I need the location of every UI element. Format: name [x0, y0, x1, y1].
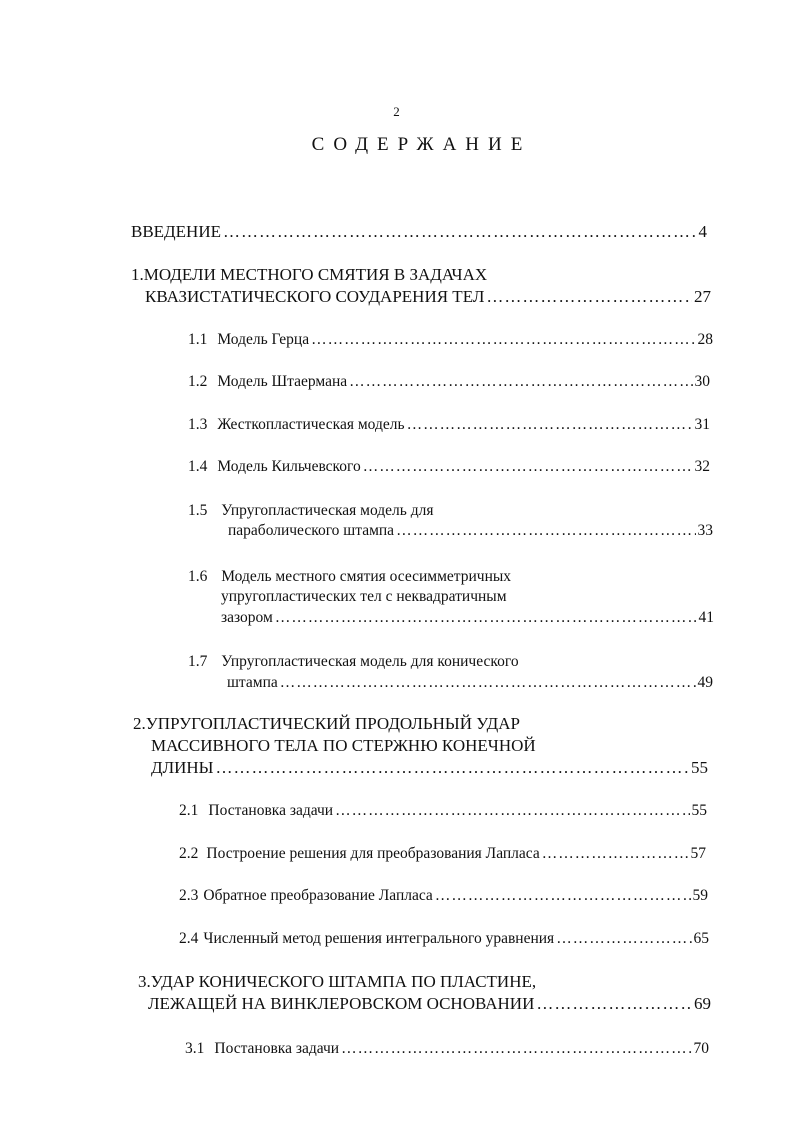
toc-section-1-5-line-1[interactable]: [188, 500, 433, 522]
dot-leader: [536, 993, 692, 1015]
toc-section-number: 3.1: [185, 1040, 205, 1057]
dot-leader: [407, 414, 693, 436]
toc-chapter-2-line-2[interactable]: МАССИВНОГО ТЕЛА ПО СТЕРЖНЮ КОНЕЧНОЙ: [151, 736, 536, 755]
toc-section-1-6-line-1[interactable]: [188, 566, 511, 588]
toc-section-number: 1.4: [188, 458, 208, 475]
toc-section-number: 1.2: [188, 373, 208, 390]
toc-section-2-4[interactable]: [179, 928, 709, 950]
toc-section-1-1[interactable]: [188, 329, 713, 351]
toc-section-number: 1.3: [188, 416, 208, 433]
toc-chapter-1-line-1[interactable]: 1.МОДЕЛИ МЕСТНОГО СМЯТИЯ В ЗАДАЧАХ: [131, 265, 488, 284]
toc-section-number: 2.4: [179, 930, 199, 947]
toc-entry-label: Численный метод решения интегрального уравнения: [203, 930, 555, 947]
toc-section-1-3[interactable]: [188, 414, 710, 436]
toc-entry-label: Обратное преобразование Лапласа: [203, 887, 433, 904]
dot-leader: [223, 221, 697, 243]
toc-entry-label: штампа: [227, 674, 278, 691]
toc-entry-label: Упругопластическая модель для: [221, 502, 434, 519]
toc-page-number: 30: [694, 373, 710, 390]
toc-section-number: 2.2: [179, 845, 199, 862]
toc-entry-label: ДЛИНЫ: [151, 758, 214, 777]
toc-page-number: 49: [697, 674, 713, 691]
toc-section-2-1[interactable]: [179, 800, 707, 822]
toc-section-number: 1.6: [188, 568, 208, 585]
dot-leader: [363, 456, 693, 478]
toc-section-1-2[interactable]: [188, 371, 710, 393]
toc-page-number: 32: [694, 458, 710, 475]
toc-entry-label: Построение решения для преобразования Лапласа: [206, 845, 540, 862]
toc-chapter-2-line-1[interactable]: 2.УПРУГОПЛАСТИЧЕСКИЙ ПРОДОЛЬНЫЙ УДАР: [133, 714, 520, 733]
page-number: 2: [393, 104, 400, 119]
toc-entry-label: параболического штампа: [228, 522, 395, 539]
dot-leader: [341, 1038, 691, 1060]
toc-section-number: 1.5: [188, 502, 208, 519]
dot-leader: [556, 928, 691, 950]
toc-entry-label: КВАЗИСТАТИЧЕСКОГО СОУДАРЕНИЯ ТЕЛ: [145, 287, 485, 306]
toc-chapter-1[interactable]: [145, 286, 711, 308]
toc-page-number: 31: [694, 416, 710, 433]
toc-page-number: 55: [691, 758, 708, 777]
toc-chapter-3-line-1[interactable]: 3.УДАР КОНИЧЕСКОГО ШТАМПА ПО ПЛАСТИНЕ,: [138, 972, 537, 991]
toc-section-3-1[interactable]: [185, 1038, 709, 1060]
toc-entry-label: Модель Штаермана: [217, 373, 348, 390]
toc-page-number: 69: [694, 994, 711, 1013]
toc-page-number: 4: [698, 222, 707, 241]
toc-page-number: 27: [694, 287, 711, 306]
toc-page-number: 57: [690, 845, 706, 862]
toc-page-number: 70: [693, 1040, 709, 1057]
toc-page-number: 55: [691, 802, 707, 819]
dot-leader: [542, 843, 689, 865]
toc-section-1-6-line-2[interactable]: упругопластических тел с неквадратичным: [221, 588, 507, 605]
dot-leader: [216, 757, 689, 779]
toc-section-2-3[interactable]: [179, 885, 708, 907]
toc-entry-intro[interactable]: [131, 221, 707, 243]
dot-leader: [396, 520, 695, 542]
toc-page-number: 28: [697, 331, 713, 348]
toc-entry-label: Модель Кильчевского: [217, 458, 361, 475]
dot-leader: [280, 672, 696, 694]
toc-entry-label: Постановка задачи: [208, 802, 334, 819]
toc-section-1-7-line-1[interactable]: [188, 651, 519, 673]
toc-entry-label: Модель Герца: [217, 331, 310, 348]
toc-page-number: 59: [692, 887, 708, 904]
toc-title: СОДЕРЖАНИЕ: [311, 134, 532, 155]
toc-page-number: 65: [693, 930, 709, 947]
toc-page-number: 41: [698, 609, 714, 626]
toc-section-1-4[interactable]: [188, 456, 710, 478]
toc-entry-label: зазором: [221, 609, 273, 626]
toc-entry-label: Жесткопластическая модель: [217, 416, 405, 433]
toc-section-2-2[interactable]: [179, 843, 706, 865]
toc-entry-label: Постановка задачи: [214, 1040, 340, 1057]
dot-leader: [486, 286, 692, 308]
dot-leader: [349, 371, 692, 393]
dot-leader: [335, 800, 689, 822]
toc-entry-label: ЛЕЖАЩЕЙ НА ВИНКЛЕРОВСКОМ ОСНОВАНИИ: [148, 994, 535, 1013]
dot-leader: [435, 885, 691, 907]
toc-section-number: 2.1: [179, 802, 199, 819]
toc-section-number: 1.7: [188, 653, 208, 670]
toc-entry-label: Упругопластическая модель для конического: [221, 653, 519, 670]
toc-section-1-7[interactable]: [227, 672, 713, 694]
toc-page-number: 33: [697, 522, 713, 539]
dot-leader: [275, 607, 697, 629]
toc-section-number: 2.3: [179, 887, 199, 904]
toc-entry-label: Модель местного смятия осесимметричных: [221, 568, 512, 585]
dot-leader: [311, 329, 695, 351]
toc-section-1-5[interactable]: [228, 520, 713, 542]
toc-section-1-6[interactable]: [221, 607, 714, 629]
toc-chapter-2[interactable]: [151, 757, 708, 779]
toc-entry-label: ВВЕДЕНИЕ: [131, 222, 221, 241]
toc-section-number: 1.1: [188, 331, 208, 348]
toc-chapter-3[interactable]: [148, 993, 711, 1015]
